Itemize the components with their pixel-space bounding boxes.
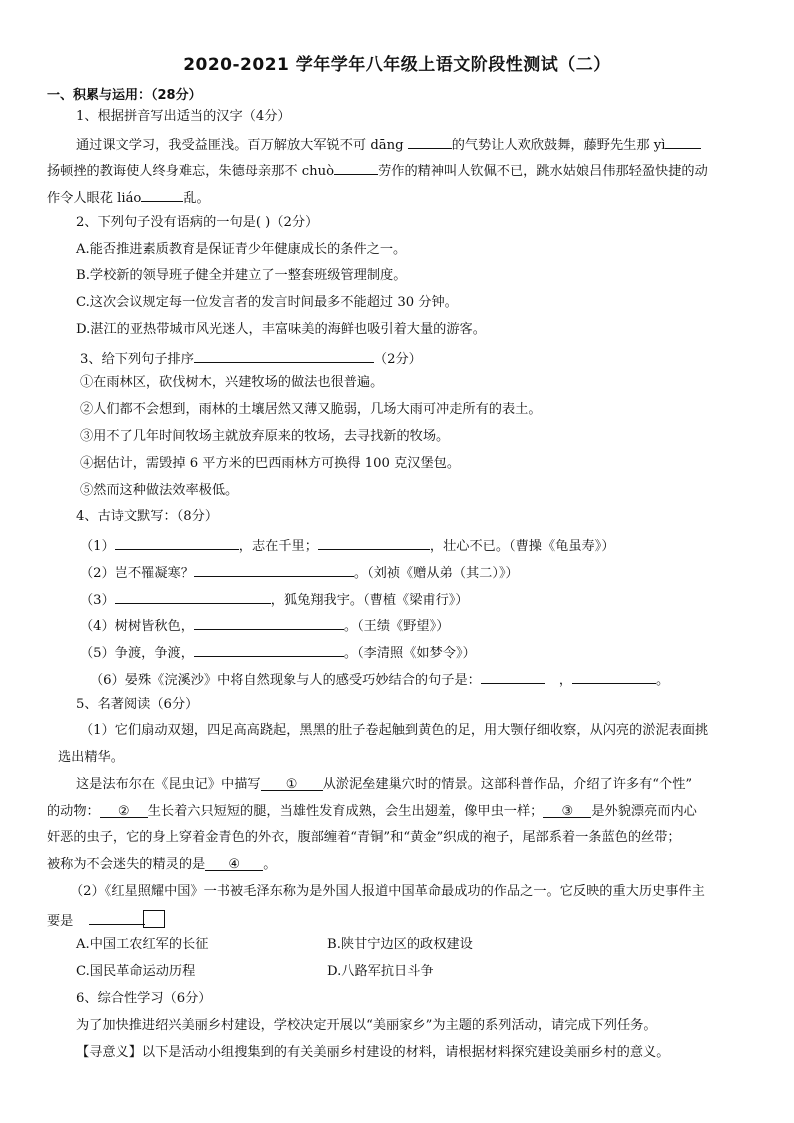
- reading-text: 的动物：: [47, 804, 100, 819]
- sentence-4: ④据估计，需毁掉 6 平方米的巴西雨林方可换得 100 克汉堡包。: [80, 456, 461, 471]
- q1-text: 扬顿挫的教诲使人终身难忘，朱德母亲那不 chuò: [47, 164, 335, 179]
- answer-blank[interactable]: [115, 535, 239, 550]
- answer-blank[interactable]: [194, 615, 344, 630]
- q1-text: 乱。: [183, 191, 210, 206]
- answer-blank[interactable]: [334, 160, 378, 175]
- poem-text: 。（王绩《野望》）: [343, 619, 450, 634]
- sentence-1: ①在雨林区，砍伐树木，兴建牧场的做法也很普遍。: [80, 375, 384, 390]
- reading-text: 从淤泥垒建巢穴时的情景。这部科普作品，介绍了许多有“个性”: [322, 777, 693, 792]
- reading-line-8: [47, 910, 165, 931]
- q1-text: 劳作的精神叫人钦佩不已，跳水姑娘吕伟那轻盈快捷的动: [378, 164, 708, 179]
- reading-text: 生长着六只短短的腿，当雄性发育成熟，会生出翅羞，像甲虫一样；: [147, 804, 544, 819]
- option-a[interactable]: A.中国工农红军的长征: [76, 937, 209, 952]
- option-a[interactable]: A.能否推进素质教育是保证青少年健康成长的条件之一。: [76, 242, 407, 257]
- sentence-5: ⑤然而这种做法效率极低。: [80, 483, 239, 498]
- reading-text: 被称为不会迷失的精灵的是: [47, 857, 206, 872]
- question-5-heading: 5、名著阅读（6分）: [76, 697, 199, 712]
- question-6-heading: 6、综合性学习（6分）: [76, 991, 212, 1006]
- answer-blank[interactable]: [194, 562, 354, 577]
- poem-text: （2）岂不罹凝寒？: [80, 566, 194, 581]
- question-2-heading: 2、下列句子没有语病的一句是( )（2分）: [76, 215, 319, 230]
- poem-line-5: [80, 642, 476, 663]
- poem-text: 。: [656, 673, 670, 688]
- answer-blank-1[interactable]: ①: [261, 776, 323, 791]
- q1-text: 的气势让人欢欣鼓舞，藤野先生那 yì: [451, 138, 666, 153]
- poem-line-3: [80, 589, 469, 610]
- option-d[interactable]: D.八路军抗日斗争: [327, 964, 434, 979]
- poem-text: ，: [558, 673, 573, 688]
- q3-score: （2分）: [373, 352, 422, 367]
- poem-text: （5）争渡，争渡，: [80, 646, 194, 661]
- answer-blank[interactable]: [408, 134, 452, 149]
- answer-box[interactable]: [143, 910, 165, 928]
- poem-line-1: [80, 535, 615, 556]
- answer-blank[interactable]: [141, 187, 183, 202]
- q1-text: 通过课文学习，我受益匪浅。百万解放大军锐不可 dāng: [76, 138, 408, 153]
- answer-blank[interactable]: [194, 348, 374, 363]
- question-1-line-2: [47, 160, 708, 181]
- answer-blank[interactable]: [572, 669, 656, 684]
- reading-line-6: [47, 856, 276, 874]
- option-c[interactable]: C.这次会议规定每一位发言者的发言时间最多不能超过 30 分钟。: [76, 295, 458, 310]
- poem-text: 。（刘祯《赠从弟（其二）》）: [353, 566, 519, 581]
- option-c[interactable]: C.国民革命运动历程: [76, 964, 196, 979]
- q1-text: 作令人眼花 liáo: [47, 191, 142, 206]
- poem-line-4: [80, 615, 449, 636]
- answer-blank[interactable]: [89, 910, 145, 925]
- section-heading: 一、积累与运用：（28分）: [47, 88, 202, 103]
- question-4-heading: 4、古诗文默写：（8分）: [76, 509, 219, 524]
- poem-text: （4）树树皆秋色，: [80, 619, 194, 634]
- reading-line-3: [76, 776, 692, 794]
- poem-text: 。（李清照《如梦令》）: [343, 646, 476, 661]
- answer-blank[interactable]: [665, 134, 701, 149]
- question-1-heading: 1、根据拼音写出适当的汉字（4分）: [76, 109, 291, 124]
- poem-text: （3）: [80, 593, 115, 608]
- question-1-line-1: [76, 134, 701, 155]
- reading-text: 是外貌漂亮而内心: [591, 804, 697, 819]
- sentence-2: ②人们都不会想到，雨林的土壤居然又薄又脆弱，几场大雨可冲走所有的表土。: [80, 402, 542, 417]
- reading-line-4: [47, 803, 697, 821]
- q3-text: 3、给下列句子排序: [80, 352, 194, 367]
- reading-text: 要是: [47, 914, 74, 929]
- reading-line-1: （1）它们扇动双翅，四足高高跷起，黑黑的肚子卷起触到黄色的足，用大颚仔细收察，从闪亮的淤泥表面挑: [80, 723, 709, 738]
- page-title: 2020-2021 学年学年八年级上语文阶段性测试（二）: [183, 55, 611, 75]
- answer-blank[interactable]: [194, 642, 344, 657]
- poem-text: ，志在千里；: [238, 539, 318, 554]
- answer-blank[interactable]: [481, 669, 545, 684]
- question-3-heading: [80, 348, 422, 369]
- answer-blank-2[interactable]: ②: [100, 803, 148, 818]
- answer-blank-4[interactable]: ④: [205, 856, 263, 871]
- option-b[interactable]: B.陕甘宁边区的政权建设: [327, 937, 473, 952]
- option-b[interactable]: B.学校新的领导班子健全并建立了一整套班级管理制度。: [76, 268, 407, 283]
- poem-line-2: [80, 562, 519, 583]
- reading-text: 。: [263, 857, 277, 872]
- sentence-3: ③用不了几年时间牧场主就放弃原来的牧场，去寻找新的牧场。: [80, 429, 450, 444]
- question-1-line-3: [47, 187, 210, 208]
- poem-line-6: [90, 669, 669, 690]
- reading-line-7: （2）《红星照耀中国》一书被毛泽东称为是外国人报道中国革命最成功的作品之一。它反映的重大历史事件主: [70, 884, 705, 899]
- reading-line-5: 奸恶的虫子，它的身上穿着金青色的外衣，腹部缠着“青铜”和“黄金”织成的袍子，尾部系着一条蓝色的丝带；: [47, 830, 681, 845]
- answer-blank[interactable]: [115, 589, 271, 604]
- reading-line-2: 选出精华。: [58, 750, 124, 765]
- poem-text: ，壮心不已。（曹操《龟虽寿》）: [429, 539, 615, 554]
- answer-blank-3[interactable]: ③: [543, 803, 591, 818]
- answer-blank[interactable]: [318, 535, 430, 550]
- option-d[interactable]: D.湛江的亚热带城市风光迷人，丰富味美的海鲜也吸引着大量的游客。: [76, 322, 486, 337]
- task-intro: 为了加快推进绍兴美丽乡村建设，学校决定开展以“美丽家乡”为主题的系列活动，请完成下列任务。: [76, 1018, 657, 1033]
- poem-text: （1）: [80, 539, 115, 554]
- reading-text: 这是法布尔在《昆虫记》中描写: [76, 777, 261, 792]
- poem-text: ，狐兔翔我宇。（曹植《梁甫行》）: [270, 593, 469, 608]
- task-meaning: 【寻意义】以下是活动小组搜集到的有关美丽乡村建设的材料，请根据材料探究建设美丽乡村的意义。: [76, 1045, 670, 1060]
- poem-text: （6）晏殊《浣溪沙》中将自然现象与人的感受巧妙结合的句子是：: [90, 673, 481, 688]
